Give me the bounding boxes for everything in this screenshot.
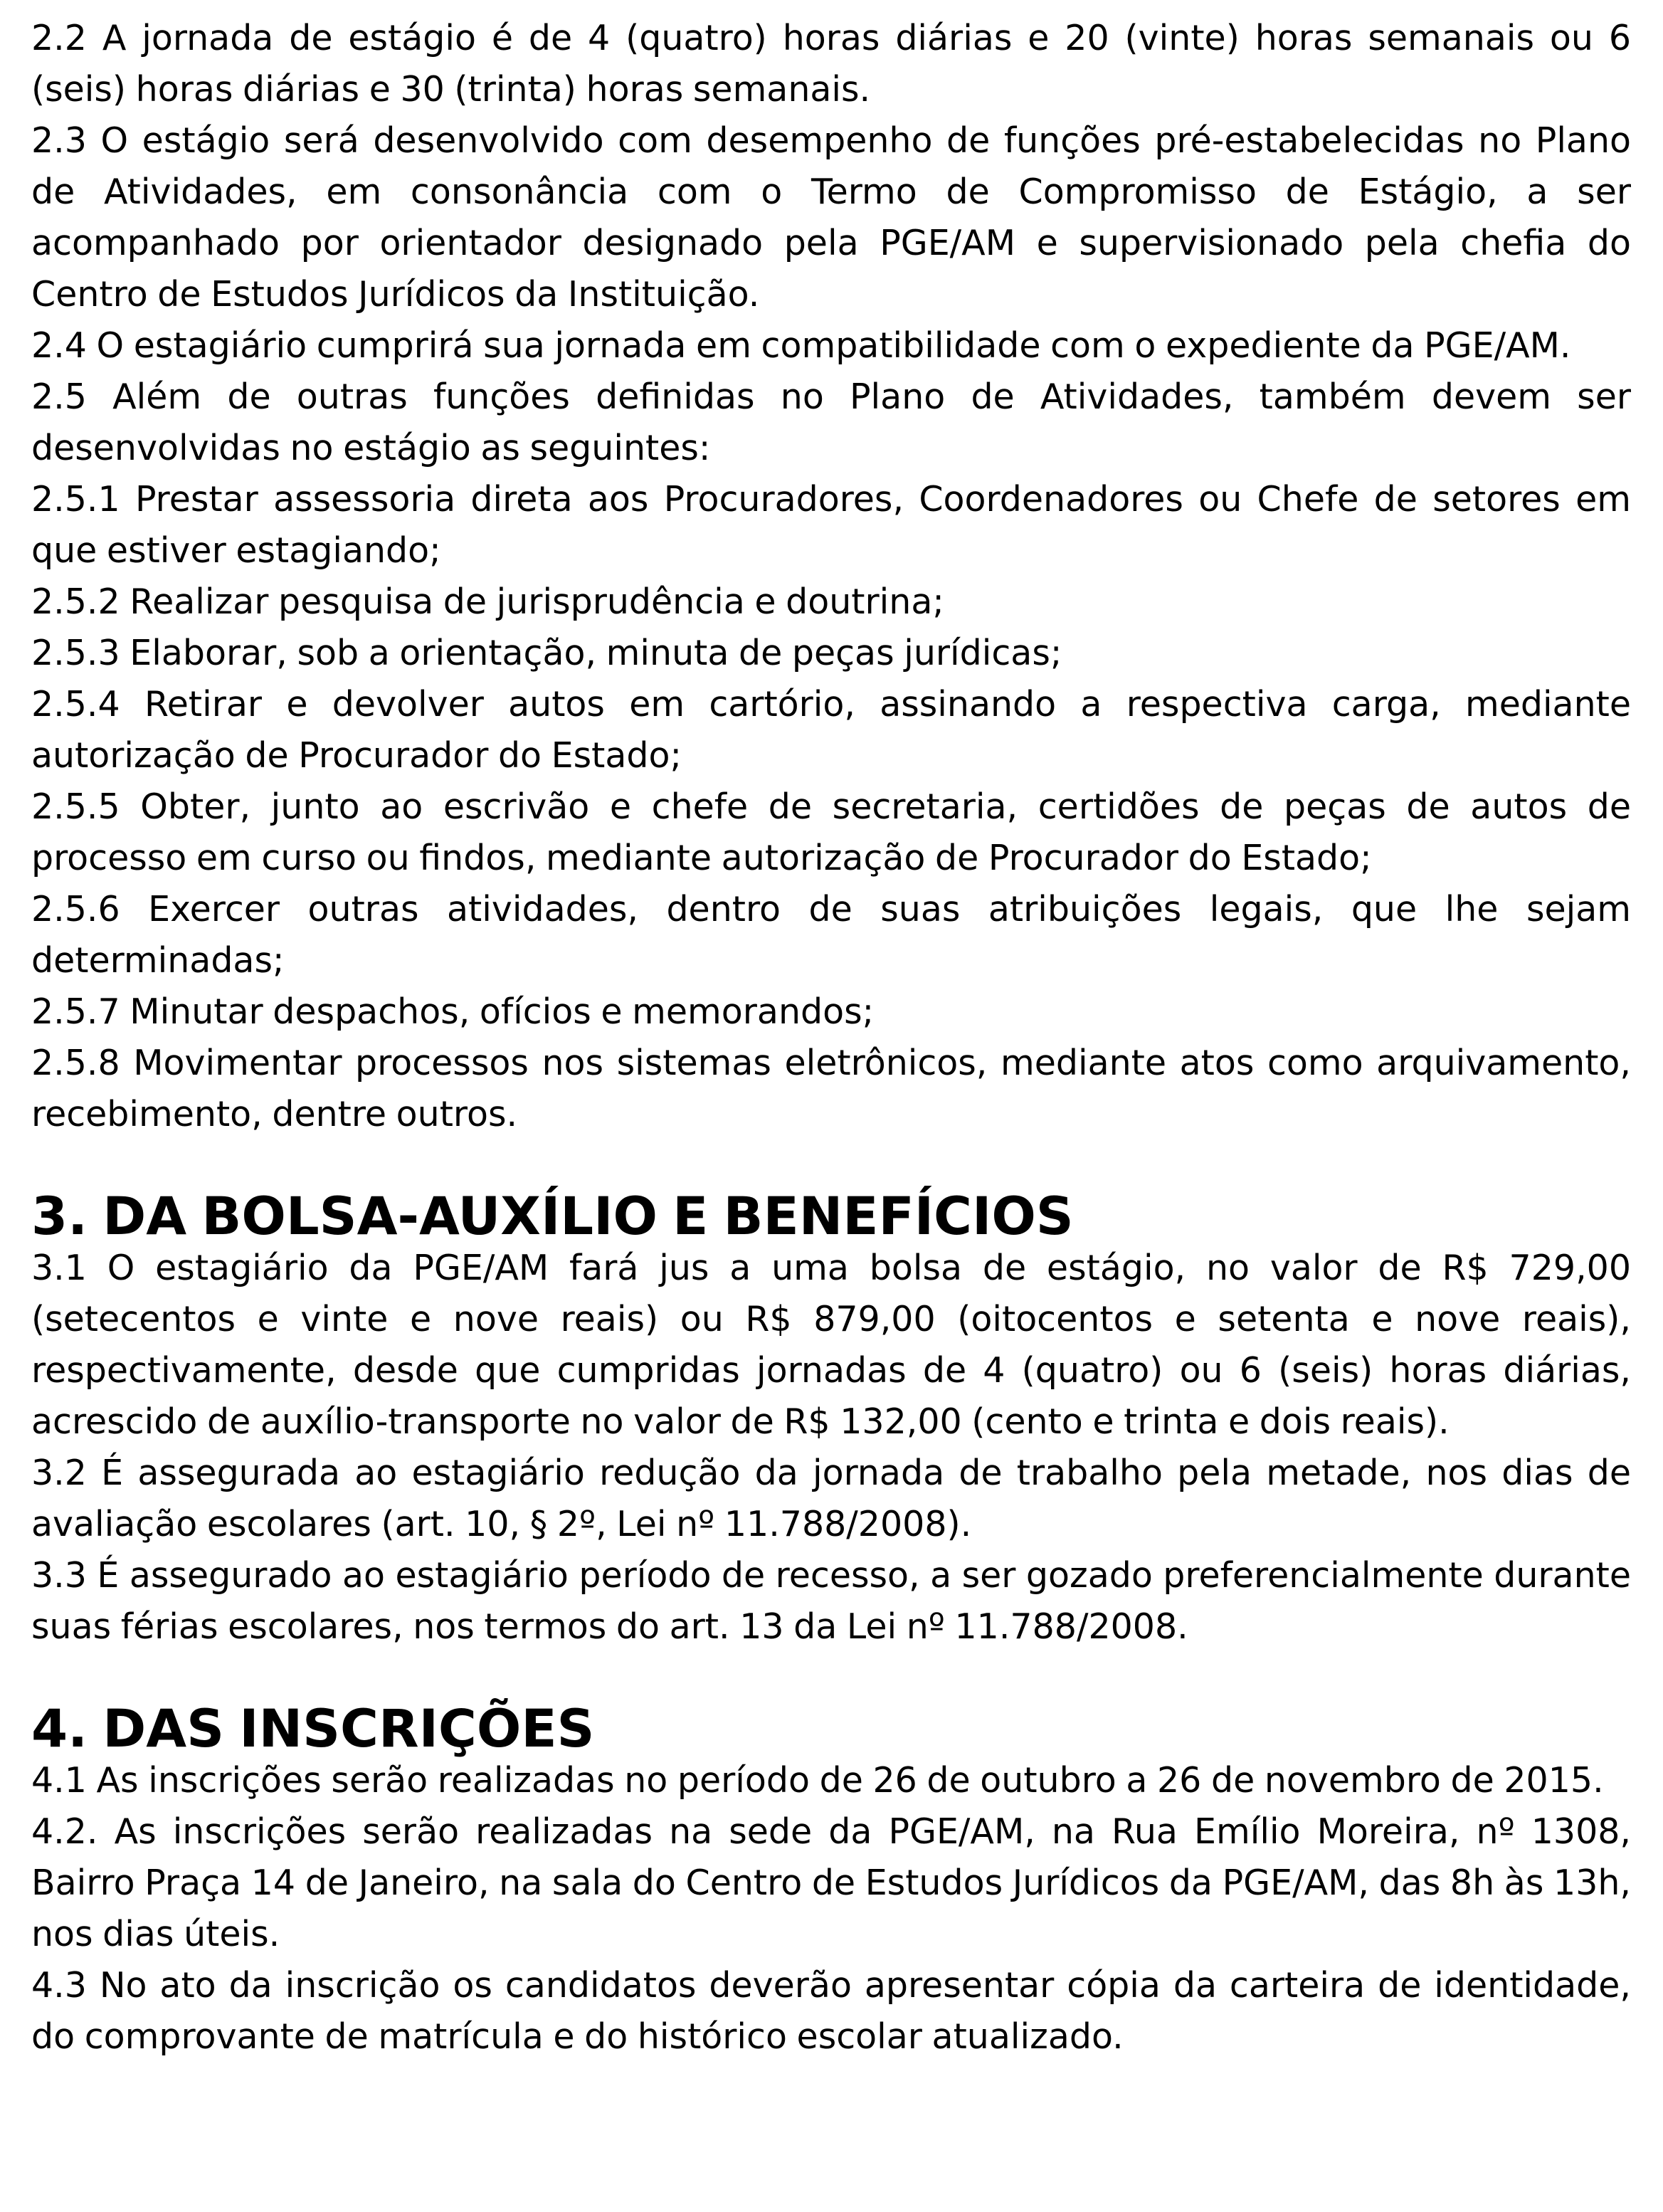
clause-2-5-3: 2.5.3 Elaborar, sob a orientação, minuta de peças jurídicas; — [31, 633, 1062, 673]
clause-4-2: 4.2. As inscrições serão realizadas na sede da PGE/AM, na Rua Emílio Moreira, nº 1308, Bairro Praça 14 de Janeiro, na sala do Centro de Estudos Jurídicos da PGE/AM, das 8h às 13h, nos dias úteis. — [31, 1811, 1631, 1954]
clause-3-1: 3.1 O estagiário da PGE/AM fará jus a uma bolsa de estágio, no valor de R$ 729,00 (setecentos e vinte e nove reais) ou R$ 879,00 (oitocentos e setenta e nove reais), respectivamente, desde que cumpridas jornadas de 4 (quatro) ou 6 (seis) horas diárias, acrescido de auxílio-transporte no valor de R$ 132,00 (cento e trinta e dois reais). — [31, 1248, 1631, 1442]
clause-2-5-5: 2.5.5 Obter, junto ao escrivão e chefe de secretaria, certidões de peças de autos de processo em curso ou findos, mediante autorização de Procurador do Estado; — [31, 786, 1631, 878]
section-bolsa-auxilio — [31, 1186, 1631, 1653]
clause-2-4: 2.4 O estagiário cumprirá sua jornada em compatibilidade com o expediente da PGE/AM. — [31, 325, 1571, 366]
clause-4-1: 4.1 As inscrições serão realizadas no período de 26 de outubro a 26 de novembro de 2015. — [31, 1760, 1604, 1801]
clause-2-2: 2.2 A jornada de estágio é de 4 (quatro) horas diárias e 20 (vinte) horas semanais ou 6 (seis) horas diárias e 30 (trinta) horas semanais. — [31, 18, 1631, 110]
clause-3-3: 3.3 É assegurado ao estagiário período de recesso, a ser gozado preferencialmente durante suas férias escolares, nos termos do art. 13 da Lei nº 11.788/2008. — [31, 1555, 1631, 1647]
clause-2-5-8: 2.5.8 Movimentar processos nos sistemas eletrônicos, mediante atos como arquivamento, recebimento, dentre outros. — [31, 1043, 1631, 1134]
section-jornada — [31, 13, 1631, 1140]
clause-2-5-2: 2.5.2 Realizar pesquisa de jurisprudência e doutrina; — [31, 581, 944, 622]
section-inscricoes — [31, 1699, 1631, 2063]
clause-2-5-4: 2.5.4 Retirar e devolver autos em cartório, assinando a respectiva carga, mediante autorização de Procurador do Estado; — [31, 684, 1631, 776]
section-heading-inscricoes: 4. DAS INSCRIÇÕES — [31, 1699, 595, 1759]
clause-4-3: 4.3 No ato da inscrição os candidatos deverão apresentar cópia da carteira de identidade, do comprovante de matrícula e do histórico escolar atualizado. — [31, 1965, 1631, 2057]
clause-2-3: 2.3 O estágio será desenvolvido com desempenho de funções pré-estabelecidas no Plano de Atividades, em consonância com o Termo de Compromisso de Estágio, a ser acompanhado por orientador designado pela PGE/AM e supervisionado pela chefia do Centro de Estudos Jurídicos da Instituição. — [31, 120, 1631, 315]
clause-2-5-7: 2.5.7 Minutar despachos, ofícios e memorandos; — [31, 991, 875, 1032]
clause-2-5-1: 2.5.1 Prestar assessoria direta aos Procuradores, Coordenadores ou Chefe de setores em que estiver estagiando; — [31, 479, 1631, 571]
clause-2-5-6: 2.5.6 Exercer outras atividades, dentro de suas atribuições legais, que lhe sejam determinadas; — [31, 889, 1631, 981]
document-body — [31, 13, 1631, 2063]
clause-3-2: 3.2 É assegurada ao estagiário redução da jornada de trabalho pela metade, nos dias de avaliação escolares (art. 10, § 2º, Lei nº 11.788/2008). — [31, 1453, 1631, 1544]
clause-2-5: 2.5 Além de outras funções definidas no Plano de Atividades, também devem ser desenvolvidas no estágio as seguintes: — [31, 376, 1631, 468]
section-heading-bolsa: 3. DA BOLSA-AUXÍLIO E BENEFÍCIOS — [31, 1186, 1074, 1247]
